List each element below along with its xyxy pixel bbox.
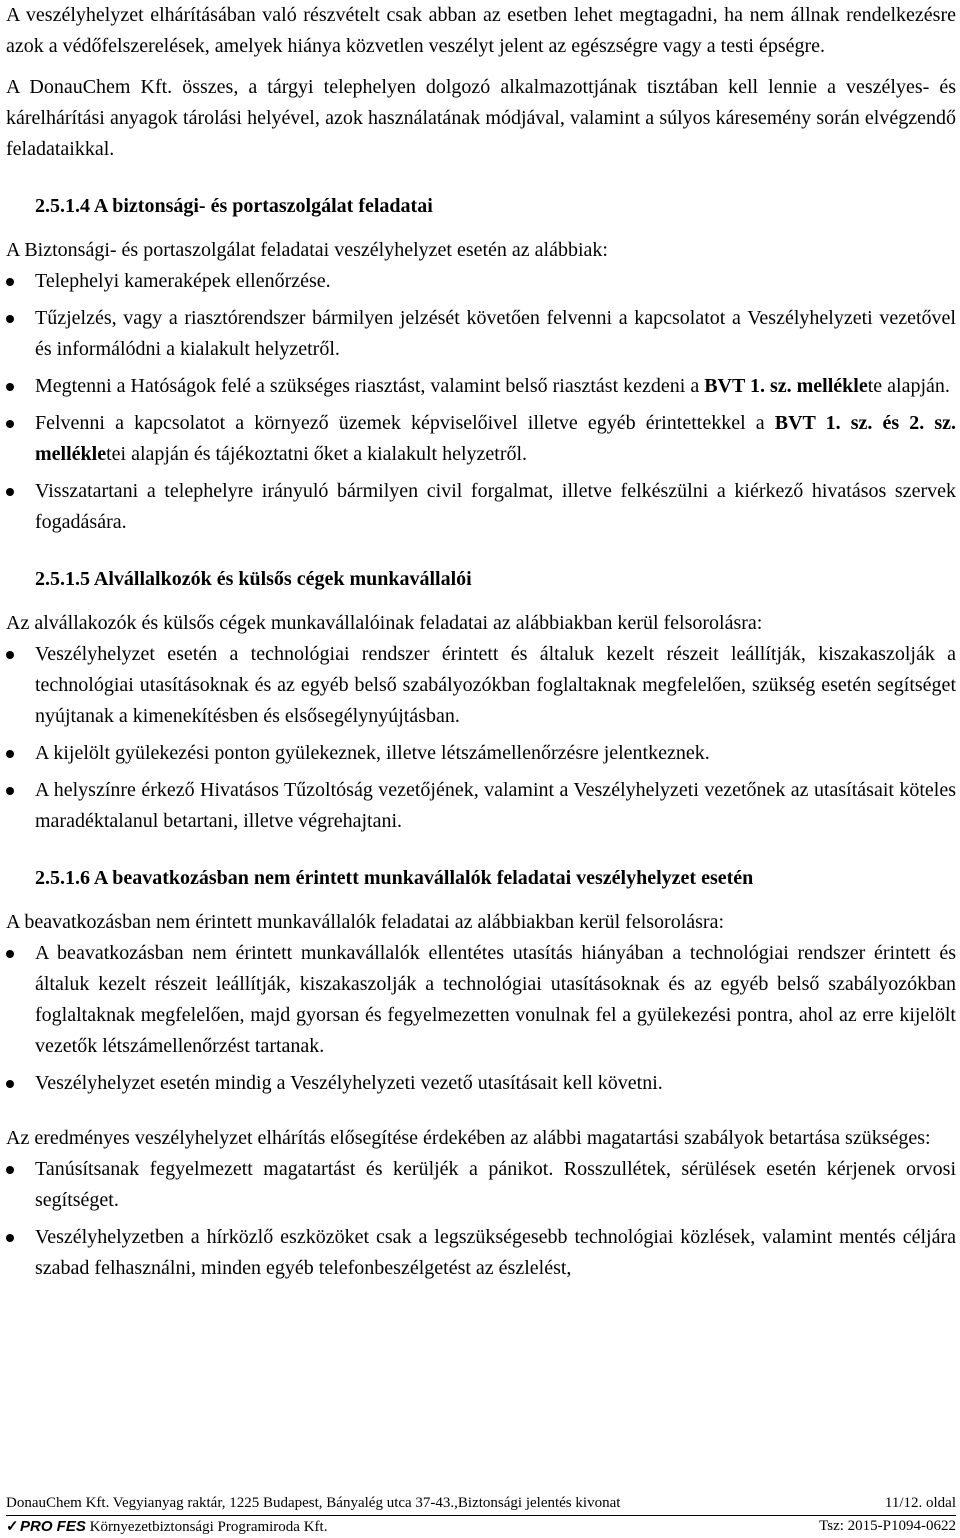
footer-page-number: 11/12. oldal — [884, 1495, 956, 1511]
bullet-icon — [6, 488, 14, 496]
footer-org-name: Környezetbiztonsági Programiroda Kft. — [89, 1519, 328, 1535]
list-item: Veszélyhelyzet esetén mindig a Veszélyhelyzeti vezető utasításait kell követni. — [6, 1068, 956, 1099]
list-item: Megtenni a Hatóságok felé a szükséges riasztást, valamint belső riasztást kezdeni a BVT 1. sz. melléklete alapján. — [6, 371, 956, 402]
list-item: Tanúsítsanak fegyelmezett magatartást és kerüljék a pánikot. Rosszullétek, sérülések esetén kérjenek orvosi segítséget. — [6, 1154, 956, 1216]
list-item: A kijelölt gyülekezési ponton gyülekeznek, illetve létszámellenőrzésre jelentkeznek. — [6, 738, 956, 769]
footer-org — [6, 1516, 327, 1538]
list-item: Veszélyhelyzetben a hírközlő eszközöket csak a legszükségesebb technológiai közlések, valamint mentés céljára szabad felhasználni, minden egyéb telefonbeszélgetést az észlelést, — [6, 1222, 956, 1284]
section4-intro: Az eredményes veszélyhelyzet elhárítás elősegítése érdekében az alábbi magatartási szabályok betartása szükséges: — [6, 1127, 931, 1149]
list-item: Telephelyi kameraképek ellenőrzése. — [6, 266, 956, 297]
page-footer — [6, 1493, 956, 1538]
intro-paragraph-1: A veszélyhelyzet elhárításában való részvételt csak abban az esetben lehet megtagadni, ha nem állnak rendelkezésre azok a védőfelszerelések, amelyek hiánya közvetlen veszélyt jelent az egészségre vagy a testi épségre. — [6, 4, 956, 57]
brand-logo: PRO FES — [20, 1518, 86, 1535]
bullet-icon — [6, 1166, 14, 1174]
list-item: Felvenni a kapcsolatot a környező üzemek képviselőivel illetve egyéb érintettekkel a BVT 1. sz. és 2. sz. mellékletei alapján és tájékoztatni őket a kialakult helyzetről. — [6, 408, 956, 470]
list-item: Tűzjelzés, vagy a riasztórendszer bármilyen jelzését követően felvenni a kapcsolatot a Veszélyhelyzeti vezetővel és informálódni a kialakult helyzetről. — [6, 303, 956, 365]
section2-intro: Az alvállakozók és külsős cégek munkavállalóinak feladatai az alábbiakban kerül felsorolásra: — [6, 612, 763, 634]
check-icon: ✓ — [6, 1519, 19, 1535]
list-item: Veszélyhelyzet esetén a technológiai rendszer érintett és általuk kezelt részeit leállítják, kiszakaszolják a technológiai utasításoknak és az egyéb belső szabályozókban foglaltaknak megfelelően, szükség esetén segítséget nyújtanak a kimenekítésben és elsősegélynyújtásban. — [6, 639, 956, 732]
section3-list — [6, 938, 956, 1099]
bullet-icon — [6, 383, 14, 391]
bullet-icon — [6, 651, 14, 659]
bullet-icon — [6, 1080, 14, 1088]
bullet-icon — [6, 787, 14, 795]
footer-company-line: DonauChem Kft. Vegyianyag raktár, 1225 Budapest, Bányalég utca 37-43.,Biztonsági jelentés kivonat — [6, 1495, 621, 1511]
section-heading-2-5-1-6: 2.5.1.6 A beavatkozásban nem érintett munkavállalók feladatai veszélyhelyzet esetén — [35, 867, 754, 889]
bullet-icon — [6, 278, 14, 286]
list-item: A helyszínre érkező Hivatásos Tűzoltóság vezetőjének, valamint a Veszélyhelyzeti vezetőnek az utasításait köteles maradéktalanul betartani, illetve végrehajtani. — [6, 775, 956, 837]
bullet-icon — [6, 1234, 14, 1242]
list-item: A beavatkozásban nem érintett munkavállalók ellentétes utasítás hiányában a technológiai rendszer érintett és általuk kezelt részeit leállítják, kiszakaszolják a technológiai utasításoknak és az egyéb belső szabályozókban foglaltaknak megfelelően, majd gyorsan és fegyelmezetten vonulnak fel a gyülekezési pontra, ahol az erre kijelölt vezetők létszámellenőrzést tartanak. — [6, 938, 956, 1062]
section1-intro: A Biztonsági- és portaszolgálat feladatai veszélyhelyzet esetén az alábbiak: — [6, 239, 608, 261]
section1-list — [6, 266, 956, 538]
section3-intro: A beavatkozásban nem érintett munkavállalók feladatai az alábbiakban kerül felsorolásra: — [6, 911, 725, 933]
section-heading-2-5-1-5: 2.5.1.5 Alvállalkozók és külsős cégek munkavállalói — [35, 568, 472, 590]
section2-list — [6, 639, 956, 837]
list-item: Visszatartani a telephelyre irányuló bármilyen civil forgalmat, illetve felkészülni a kiérkező hivatásos szervek fogadására. — [6, 476, 956, 538]
bullet-icon — [6, 950, 14, 958]
footer-doc-id: Tsz: 2015-P1094-0622 — [819, 1518, 956, 1534]
bullet-icon — [6, 750, 14, 758]
section-heading-2-5-1-4: 2.5.1.4 A biztonsági- és portaszolgálat feladatai — [35, 195, 433, 217]
section4-list — [6, 1154, 956, 1284]
footer-row-1 — [6, 1493, 956, 1514]
document-content — [6, 0, 956, 1290]
footer-row-2 — [6, 1516, 956, 1538]
bullet-icon — [6, 420, 14, 428]
bullet-icon — [6, 315, 14, 323]
intro-paragraph-2: A DonauChem Kft. összes, a tárgyi telephelyen dolgozó alkalmazottjának tisztában kell lennie a veszélyes- és kárelhárítási anyagok tárolási helyével, azok használatának módjával, valamint a súlyos káresemény során elvégzendő feladataikkal. — [6, 76, 956, 160]
